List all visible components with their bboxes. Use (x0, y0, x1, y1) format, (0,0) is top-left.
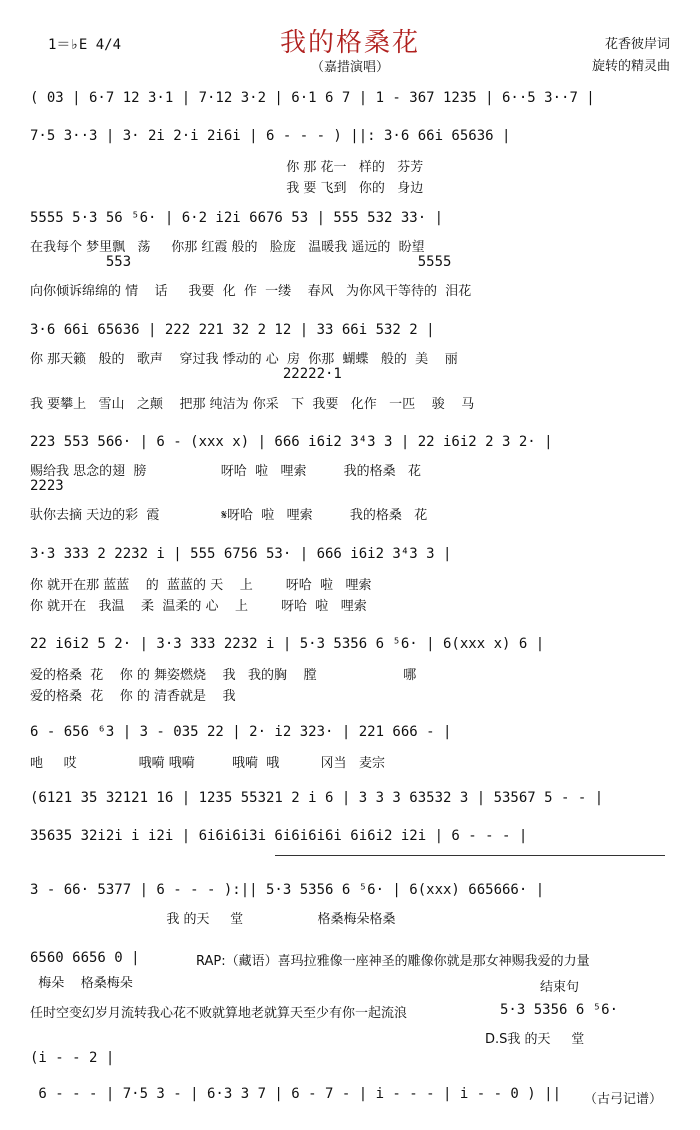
rap-text: RAP:（藏语）喜玛拉雅像一座神圣的雕像你就是那女神赐我爱的力量 (196, 954, 590, 969)
ending-notes: 5·3 5356 6 ⁵6· (500, 1002, 619, 1018)
lyric-line: 在我每个 梦里飘 荡 你那 红霞 般的 脸庞 温暖我 遥远的 盼望 (30, 240, 425, 255)
composer: 旋转的精灵曲 (591, 59, 670, 74)
performer-note: （嘉措演唱） (310, 60, 389, 75)
lyric-line: 我 的天 堂 格桑梅朵格桑 (30, 912, 396, 927)
lyric-line: 你 就开在 我温 柔 温柔的 心 上 呀哈 啦 哩索 (30, 599, 367, 614)
lyric-line: 爱的格桑 花 你 的 舞姿燃烧 我 我的胸 膛 哪 (30, 668, 417, 683)
score-line-9: (6121 35 32121 16 | 1235 55321 2 i 6 | 3 3 3 63532 3 | 53567 5 - - | (30, 790, 604, 806)
credits (592, 34, 670, 78)
score-line-5b: 2223 (30, 478, 64, 494)
lyric-line: 我 要 飞到 你的 身边 (30, 181, 424, 196)
score-line-14: 6 - - - | 7·5 3 - | 6·3 3 7 | 6 - 7 - | i - - - | i - - 0 ) || (30, 1086, 562, 1102)
lyric-line: 我 要攀上 雪山 之颠 把那 纯洁为 你采 下 我要 化作 一匹 骏 马 (30, 397, 475, 412)
lyric-line: 你 那 花一 样的 芬芳 (30, 160, 424, 175)
song-title: 我的格桑花 (279, 28, 420, 58)
volta-bracket (275, 855, 665, 862)
lyric-line: 梅朵 格桑梅朵 (30, 976, 133, 991)
lyric-line: 吔 哎 哦嗬 哦嗬 哦嗬 哦 冈当 麦宗 (30, 756, 385, 771)
ending-lyrics: D.S我 的天 堂 (485, 1032, 585, 1047)
key-signature: 1＝♭E 4/4 (48, 37, 122, 53)
score-line-7: 22 i6i2 5 2· | 3·3 333 2232 i | 5·3 5356 6 ⁵6· | 6(xxx x) 6 | (30, 636, 545, 652)
lyric-line: 赐给我 思念的翅 膀 呀哈 啦 哩索 我的格桑 花 (30, 464, 422, 479)
lyric-line: 你 就开在那 蓝蓝 的 蓝蓝的 天 上 呀哈 啦 哩索 (30, 578, 372, 593)
lyric-line: 向你倾诉绵绵的 情 话 我要 化 作 一缕 春风 为你风干等待的 泪花 (30, 284, 472, 299)
score-line-3: 5555 5·3 56 ⁵6· | 6·2 i2i 6676 53 | 555 532 33· | (30, 210, 444, 226)
ending-label: 结束句 (540, 980, 580, 995)
lyric-line: 爱的格桑 花 你 的 清香就是 我 (30, 689, 236, 704)
score-line-4: 3·6 66i 65636 | 222 221 32 2 12 | 33 66i 532 2 | (30, 322, 435, 338)
score-line-8: 6 - 656 ⁶3 | 3 - 035 22 | 2· i2 323· | 221 666 - | (30, 724, 452, 740)
score-line-11: 3 - 66· 5377 | 6 - - - ):|| 5·3 5356 6 ⁵6· | 6(xxx) 665666· | (30, 882, 545, 898)
score-line-6: 3·3 333 2 2232 i | 555 6756 53· | 666 i6i2 3⁴3 3 | (30, 546, 452, 562)
score-line-4b: 22222·1 (30, 366, 342, 382)
lyric-line: 驮你去摘 天边的彩 霞 𝄋呀哈 啦 哩索 我的格桑 花 (30, 508, 428, 523)
score-line-2: 7·5 3··3 | 3· 2i 2·i 2i6i | 6 - - - ) ||: 3·6 66i 65636 | (30, 128, 511, 144)
score-line-13: (i - - 2 | (30, 1050, 115, 1066)
lyricist: 花香彼岸词 (604, 37, 670, 52)
lyric-line: 你 那天籁 般的 歌声 穿过我 悸动的 心 房 你那 蝴蝶 般的 美 丽 (30, 352, 458, 367)
score-line-1: ( 03 | 6·7 12 3·1 | 7·12 3·2 | 6·1 6 7 | 1 - 367 1235 | 6··5 3··7 | (30, 90, 595, 106)
rap-text-2: 任时空变幻岁月流转我心花不败就算地老就算天至少有你一起流浪 (30, 1006, 408, 1021)
score-line-5: 223 553 566· | 6 - (xxx x) | 666 i6i2 3⁴3 3 | 22 i6i2 2 3 2· | (30, 434, 553, 450)
score-line-3b: 553 5555 (30, 254, 452, 270)
transcriber-note: （古弓记谱） (583, 1092, 662, 1107)
score-line-12: 6560 6656 0 | (30, 950, 140, 966)
score-line-10: 35635 32i2i i i2i | 6i6i6i3i 6i6i6i6i 6i6i2 i2i | 6 - - - | (30, 828, 528, 844)
